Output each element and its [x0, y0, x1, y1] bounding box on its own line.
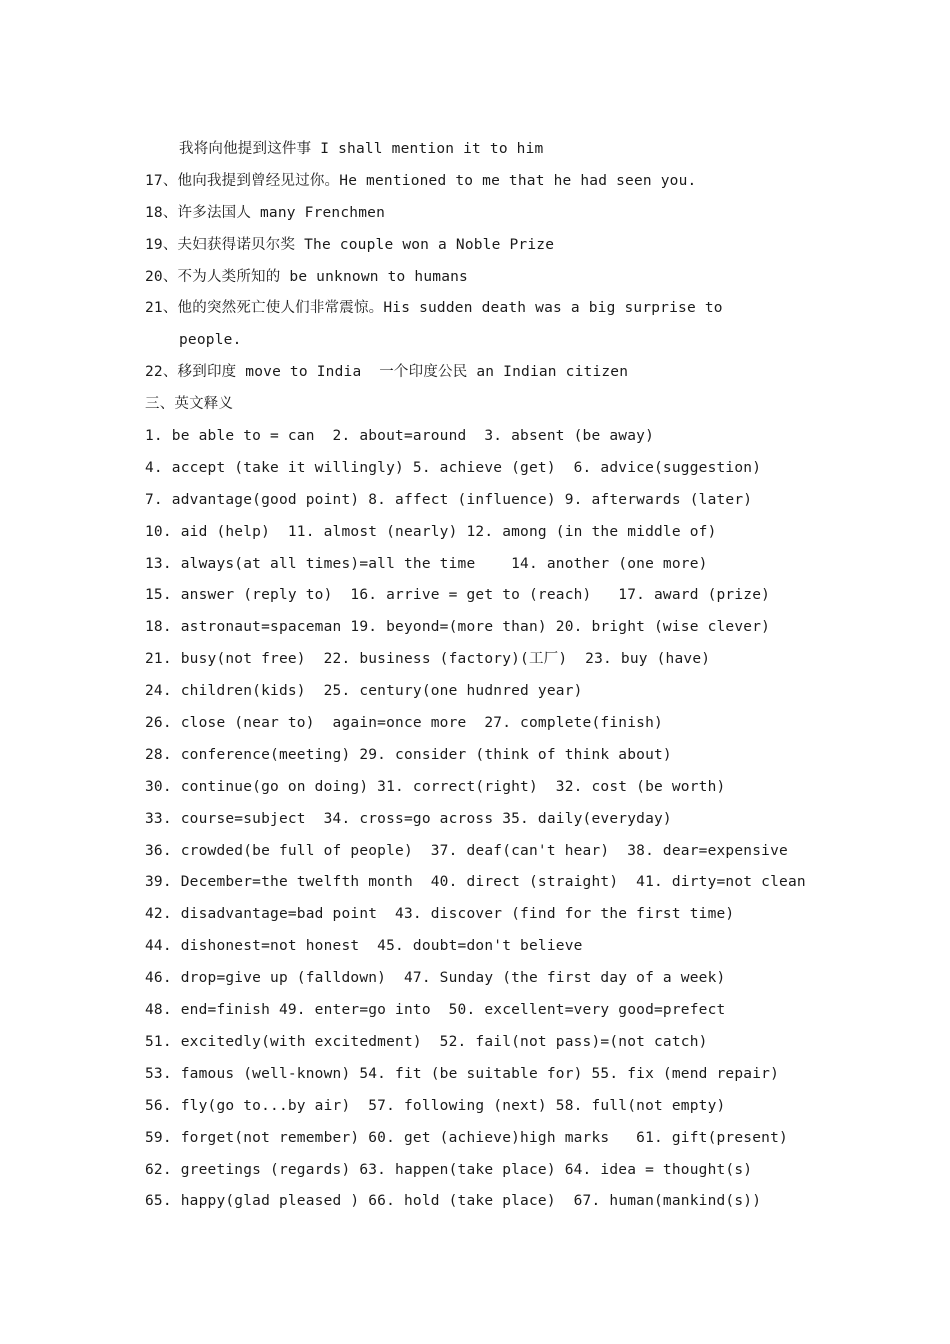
text-line: 48. end=finish 49. enter=go into 50. excellent=very good=prefect	[145, 1002, 726, 1019]
text-line: 36. crowded(be full of people) 37. deaf(can't hear) 38. dear=expensive	[145, 842, 788, 859]
text-line: 59. forget(not remember) 60. get (achieve)high marks 61. gift(present)	[145, 1129, 788, 1146]
text-line: 1. be able to = can 2. about=around 3. absent (be away)	[145, 428, 654, 445]
document-body	[145, 134, 865, 1218]
text-line: 10. aid (help) 11. almost (nearly) 12. among (in the middle of)	[145, 523, 717, 540]
text-line: people.	[179, 332, 242, 349]
text-line: 42. disadvantage=bad point 43. discover (find for the first time)	[145, 906, 735, 923]
text-line: 18. astronaut=spaceman 19. beyond=(more than) 20. bright (wise clever)	[145, 619, 771, 636]
text-line: 30. continue(go on doing) 31. correct(right) 32. cost (be worth)	[145, 778, 726, 795]
text-line: 51. excitedly(with excitedment) 52. fail(not pass)=(not catch)	[145, 1033, 708, 1050]
text-line: 21、他的突然死亡使人们非常震惊。His sudden death was a big surprise to	[145, 300, 723, 317]
text-line: 44. dishonest=not honest 45. doubt=don't believe	[145, 938, 583, 955]
text-line: 24. children(kids) 25. century(one hudnred year)	[145, 683, 583, 700]
text-line: 我将向他提到这件事 I shall mention it to him	[179, 141, 544, 157]
text-line: 22、移到印度 move to India 一个印度公民 an Indian citizen	[145, 364, 629, 381]
text-line: 46. drop=give up (falldown) 47. Sunday (the first day of a week)	[145, 970, 726, 987]
text-line: 39. December=the twelfth month 40. direct (straight) 41. dirty=not clean	[145, 874, 806, 891]
text-line: 15. answer (reply to) 16. arrive = get to (reach) 17. award (prize)	[145, 587, 771, 604]
text-line: 53. famous (well-known) 54. fit (be suitable for) 55. fix (mend repair)	[145, 1065, 780, 1082]
text-line: 4. accept (take it willingly) 5. achieve (get) 6. advice(suggestion)	[145, 459, 762, 476]
text-line: 33. course=subject 34. cross=go across 35. daily(everyday)	[145, 810, 672, 827]
text-line: 21. busy(not free) 22. business (factory)(工厂) 23. buy (have)	[145, 651, 711, 668]
text-line: 17、他向我提到曾经见过你。He mentioned to me that he had seen you.	[145, 172, 697, 189]
text-line: 三、英文释义	[145, 396, 234, 413]
text-line: 26. close (near to) again=once more 27. complete(finish)	[145, 715, 663, 732]
text-line: 7. advantage(good point) 8. affect (influence) 9. afterwards (later)	[145, 491, 753, 508]
text-line: 62. greetings (regards) 63. happen(take place) 64. idea = thought(s)	[145, 1161, 753, 1178]
text-line: 28. conference(meeting) 29. consider (think of think about)	[145, 746, 672, 763]
text-line: 13. always(at all times)=all the time 14. another (one more)	[145, 555, 708, 572]
text-line: 19、夫妇获得诺贝尔奖 The couple won a Noble Prize	[145, 236, 555, 253]
text-line: 65. happy(glad pleased ) 66. hold (take place) 67. human(mankind(s))	[145, 1193, 762, 1210]
text-line: 20、不为人类所知的 be unknown to humans	[145, 268, 468, 285]
text-line: 18、许多法国人 many Frenchmen	[145, 204, 386, 221]
text-line: 56. fly(go to...by air) 57. following (next) 58. full(not empty)	[145, 1097, 726, 1114]
